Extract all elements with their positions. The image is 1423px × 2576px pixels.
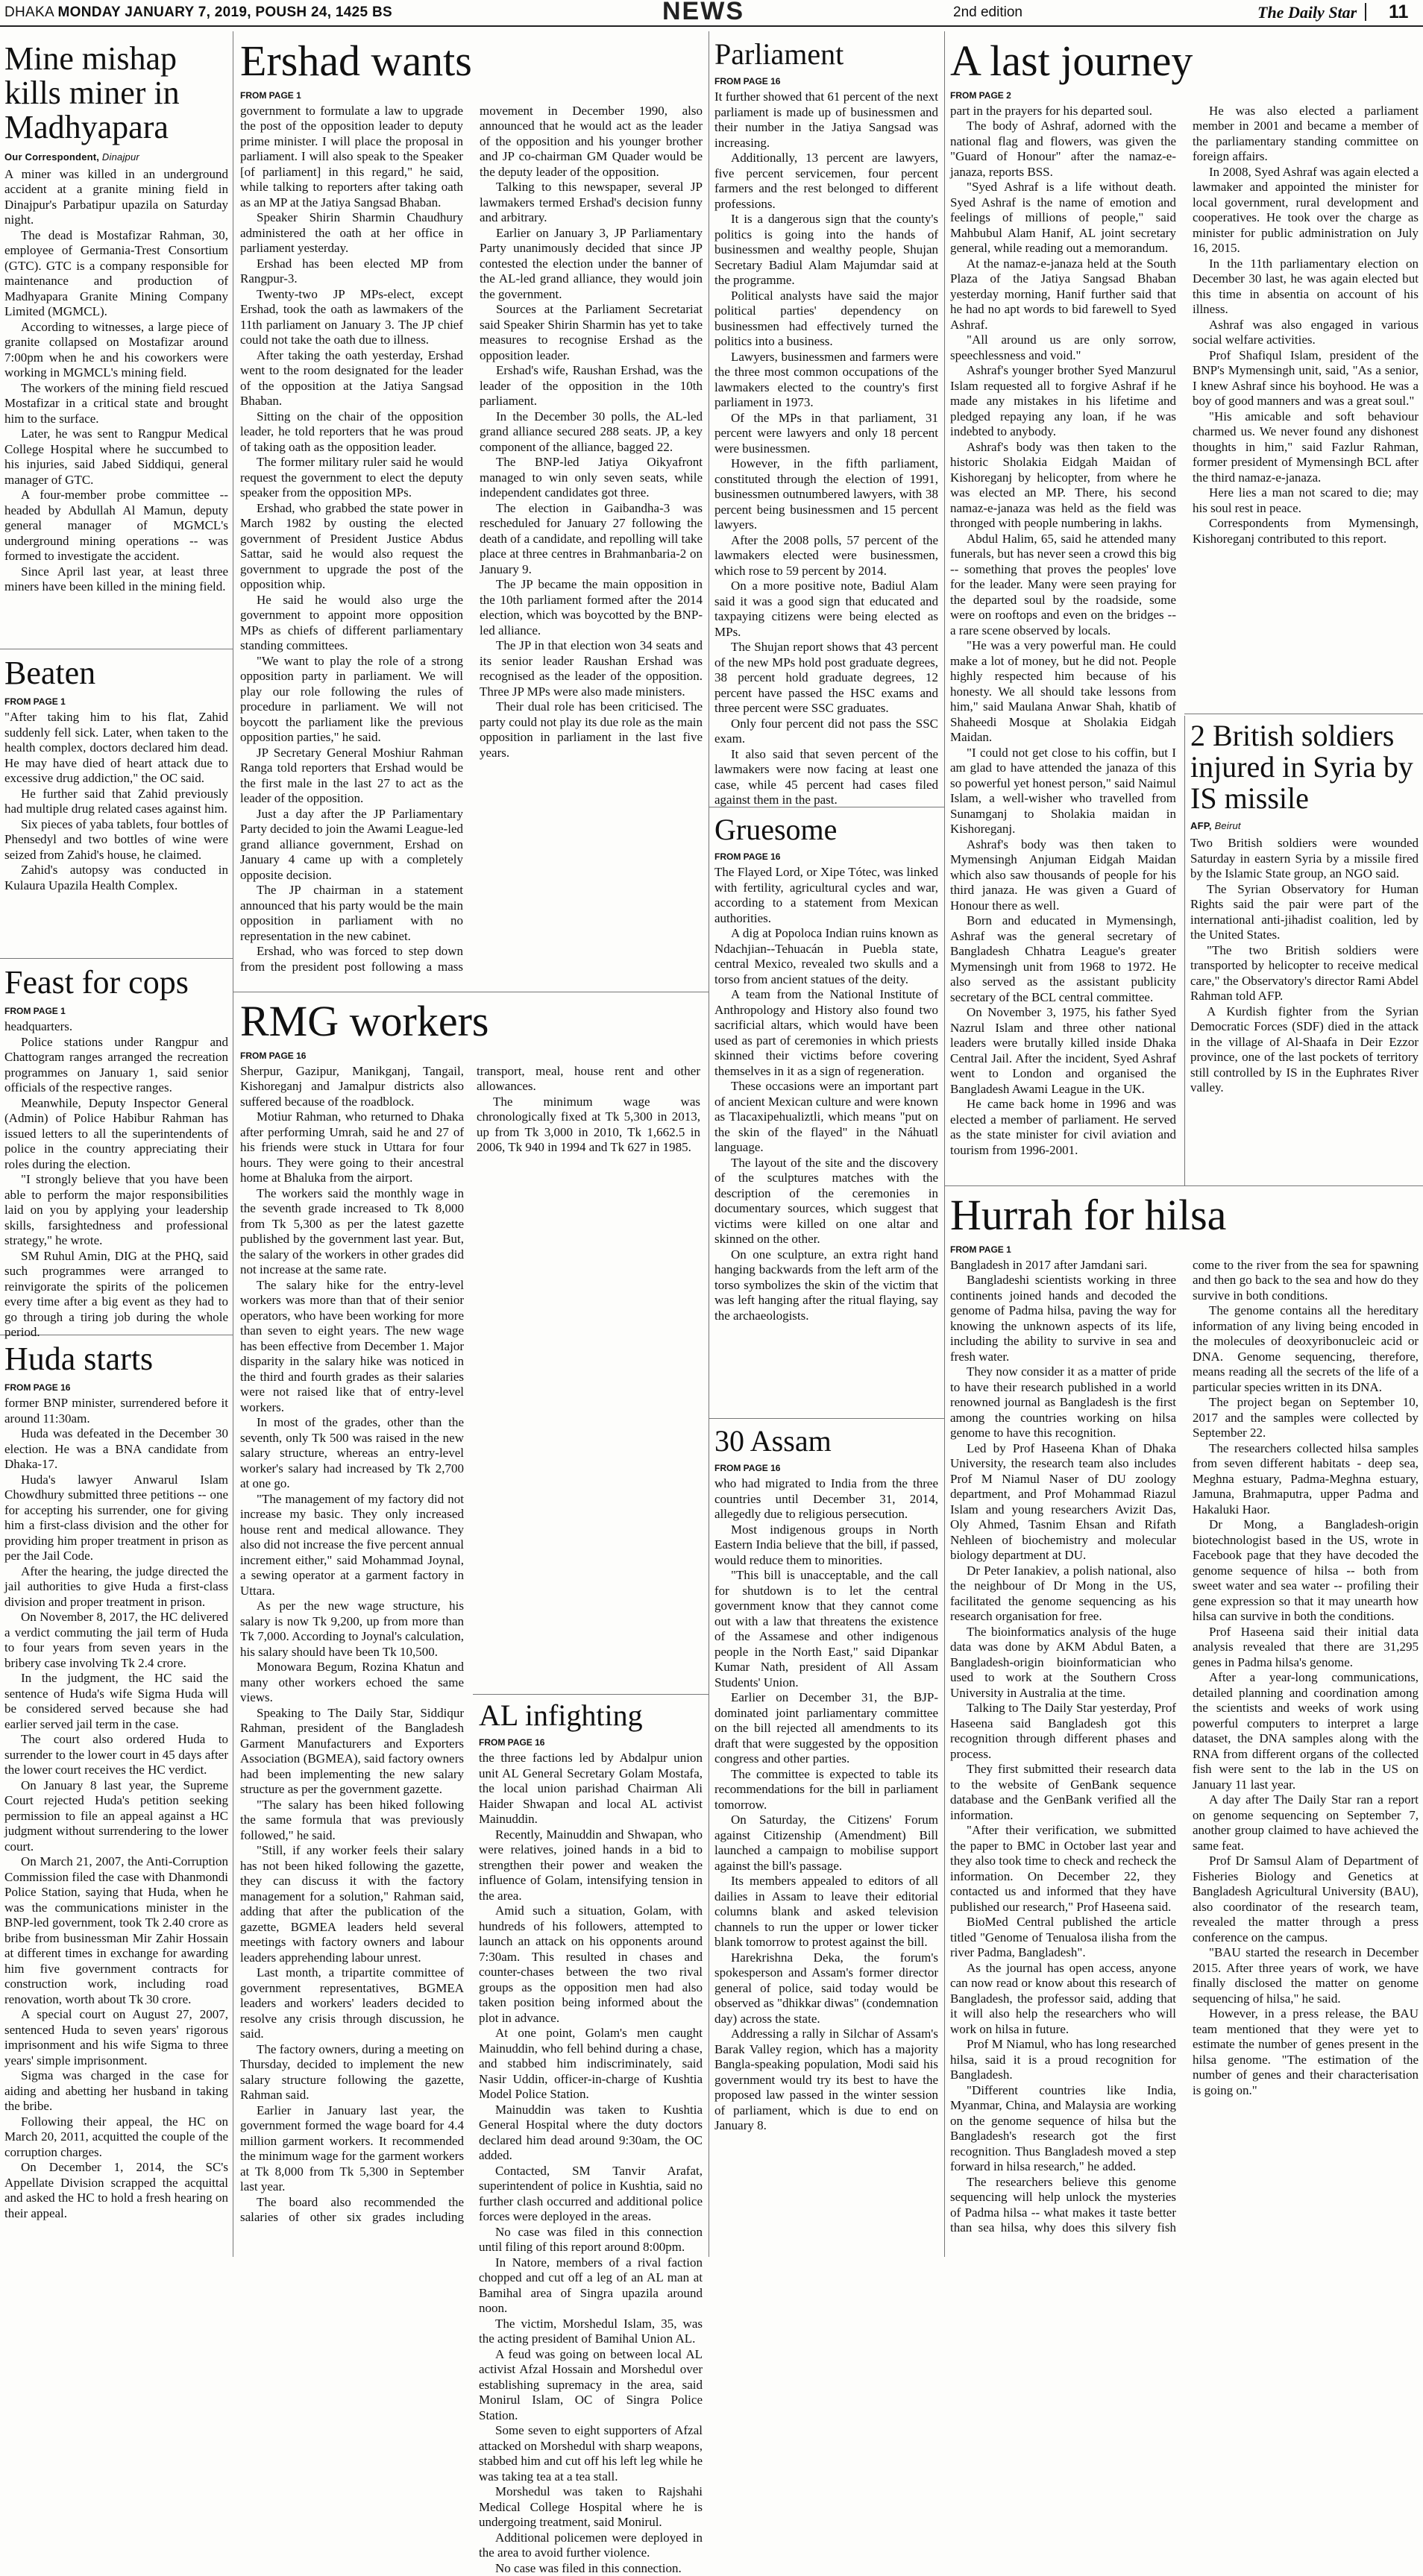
story-paragraph: "All around us are only sorrow, speechlessness and void." bbox=[950, 333, 1176, 363]
story-paragraph: The researchers collected hilsa samples from seven different habitats - deep sea, Meghna estuary, Padma-Meghna estuary, Jamuna, Brahmaputra, upper Padma and Hakaluki Haor. bbox=[1193, 1441, 1419, 1518]
story-paragraph: The BNP-led Jatiya Oikyafront managed to win only seven seats, while independent candidates got three. bbox=[480, 455, 703, 501]
story-beaten bbox=[4, 656, 228, 953]
story-body bbox=[240, 1064, 464, 2249]
story-paragraph: The dead is Mostafizar Rahman, 30, employee of Germania-Trest Consortium (GTC). GTC is a company responsible for maintenance and production of Madhyapara Granite Mining Company Limited (MGMCL). bbox=[4, 228, 228, 320]
story-paragraph: "He was a very powerful man. He could make a lot of money, but he did not. People highly respected him because of his honesty. We all should take lessons from him," said Maulana Anwar Shah, khatib of Shaheedi Mosque at Sholakia Eidgah Maidan. bbox=[950, 638, 1176, 746]
story-paragraph: Two British soldiers were wounded Saturday in eastern Syria by a missile fired by the Islamic State group, an NGO said. bbox=[1190, 836, 1419, 882]
story-paragraph: JP Secretary General Moshiur Rahman Ranga told reporters that Ershad would be the first male in the last 27 to act as the leader of the opposition. bbox=[240, 746, 463, 807]
jump-line: FROM PAGE 2 bbox=[950, 90, 1419, 101]
story-paragraph: In the 11th parliamentary election on December 30 last, he was again elected but this time in absentia on account of his illness. bbox=[1193, 256, 1419, 318]
story-ershad-wants bbox=[240, 39, 703, 986]
story-paragraph: At one point, Golam's men caught Mainuddin, who fell behind during a chase, and stabbed him indiscriminately, said Nasir Uddin, officer-in-charge of Kushtia Model Police Station. bbox=[479, 2026, 703, 2103]
story-paragraph: A Kurdish fighter from the Syrian Democratic Forces (SDF) died in the attack in the village of Al-Shaafa in Deir Ezzor province, one of the last pockets of territory still controlled by IS in the Euphrates River valley. bbox=[1190, 1004, 1419, 1096]
story-paragraph: The board also recommended the salaries of other six grades including transport, meal, house rent and other allowances. bbox=[240, 1064, 700, 2249]
story-paragraph: Lawyers, businessmen and farmers were the three most common occupations of the lawmakers elected to the country's first parliament in 1973. bbox=[714, 350, 938, 411]
story-paragraph: Bangladeshi scientists working in three continents joined hands and decoded the genome of Padma hilsa, paving the way for knowing the unknown aspects of its life, including the ability to survive in sea and fresh water. bbox=[950, 1273, 1176, 1364]
story-paragraph: On November 8, 2017, the HC delivered a verdict commuting the jail term of Huda to four years from seven years in the bribery case involving Tk 2.4 crore. bbox=[4, 1610, 228, 1671]
story-paragraph: After the hearing, the judge directed the jail authorities to give Huda a first-class division and proper treatment in prison. bbox=[4, 1564, 228, 1610]
story-paragraph: Since April last year, at least three miners have been killed in the mining field. bbox=[4, 564, 228, 595]
story-paragraph: Sherpur, Gazipur, Manikganj, Tangail, Kishoreganj and Jamalpur districts also suffered because of the roadblock. bbox=[240, 1064, 464, 1110]
story-paragraph: Ershad has been elected MP from Rangpur-3. bbox=[240, 256, 463, 287]
story-british-soldiers bbox=[1190, 720, 1419, 1181]
story-paragraph: The election in Gaibandha-3 was rescheduled for January 27 following the death of a candidate, and repolling will take place at three centres in Brahmanbaria-2 on January 9. bbox=[480, 501, 703, 578]
story-paragraph: Harekrishna Deka, the forum's spokesperson and Assam's former director general of police, said today would be observed as "dhikkar diwas" (condemnation day) across the state. bbox=[714, 1950, 938, 2027]
story-paragraph: He was also elected a parliament member in 2001 and became a member of the parliamentary standing committee on foreign affairs. bbox=[1193, 104, 1419, 165]
story-feast-for-cops bbox=[4, 966, 228, 1329]
story-paragraph: Ashraf was also engaged in various social welfare activities. bbox=[1193, 318, 1419, 348]
story-paragraph: At the namaz-e-janaza held at the South Plaza of the Jatiya Sangsad Bhaban yesterday morning, Hanif further said that he had no apt words to bid farewell to Syed Ashraf. bbox=[950, 256, 1176, 333]
dateline-date: MONDAY JANUARY 7, 2019, POUSH 24, 1425 BS bbox=[58, 4, 392, 20]
story-paragraph: The project began on September 10, 2017 and the samples were collected by September 22. bbox=[1193, 1395, 1419, 1441]
story-paragraph: Addressing a rally in Silchar of Assam's Barak Valley region, which has a majority Bangla-speaking population, Modi said his government would try its best to have the proposed law passed in the winter session of parliament, which is due to end on January 8. bbox=[714, 2027, 938, 2134]
story-paragraph: former BNP minister, surrendered before it around 11:30am. bbox=[4, 1396, 228, 1426]
story-paragraph: Huda was defeated in the December 30 election. He was a BNA candidate from Dhaka-17. bbox=[4, 1426, 228, 1473]
story-paragraph: After the 2008 polls, 57 percent of the lawmakers elected were businessmen, which rose to 59 percent by 2014. bbox=[714, 533, 938, 579]
story-paragraph: Political analysts have said the major political parties' dependency on businessmen had effectively turned the politics into a business. bbox=[714, 289, 938, 350]
story-30-assam bbox=[714, 1426, 938, 2253]
story-headline: 30 Assam bbox=[714, 1426, 938, 1457]
byline-author: Our Correspondent, bbox=[4, 151, 99, 163]
story-paragraph: The workers said the monthly wage in the seventh grade increased to Tk 8,000 from Tk 5,300 as per the latest gazette published by the government last year. But, the salary of the workers in other grades did not increase at the same rate. bbox=[240, 1186, 464, 1278]
story-paragraph: The JP in that election won 34 seats and its senior leader Raushan Ershad was recognised as the leader of the opposition. Three JP MPs were also made ministers. bbox=[480, 638, 703, 699]
story-paragraph: Born and educated in Mymensingh, Ashraf was the general secretary of Bangladesh Chhatra League's greater Mymensingh unit from 1968 to 1972. He also served as the assistant publicity secretary of the BCL central committee. bbox=[950, 913, 1176, 1005]
story-paragraph: SM Ruhul Amin, DIG at the PHQ, said such programmes were arranged to reinvigorate the spirits of the policemen every time after a big event as they had to go through a tiring job during the whole period. bbox=[4, 1249, 228, 1341]
story-paragraph: Morshedul was taken to Rajshahi Medical College Hospital where he is undergoing treatment, said Monirul. bbox=[479, 2484, 703, 2531]
story-paragraph: As per the new wage structure, his salary is now Tk 9,200, up from more than Tk 7,000. According to Joynal's calculation, his salary should have been Tk 10,500. bbox=[240, 1599, 464, 1660]
story-paragraph: He came back home in 1996 and was elected a member of parliament. He served as the state minister for civil aviation and tourism from 1996-2001. bbox=[950, 1097, 1176, 1158]
story-divider bbox=[0, 958, 233, 959]
story-paragraph: Twenty-two JP MPs-elect, except Ershad, took the oath as lawmakers of the 11th parliament on January 3. The JP chief could not take the oath due to illness. bbox=[240, 287, 463, 348]
story-paragraph: "I could not get close to his coffin, but I am glad to have attended the janaza of this so powerful yet honest person," said Naimul Islam, a well-wisher who travelled from Sunamganj to Sholakia maidan in Kishoreganj. bbox=[950, 746, 1176, 837]
story-paragraph: "Syed Ashraf is a life without death. Syed Ashraf is the name of emotion and feelings of millions of people," said Mahbubul Alam Hanif, AL joint secretary general, while reading out a memorandum. bbox=[950, 180, 1176, 256]
story-paragraph: No case was filed in this connection. bbox=[479, 2561, 703, 2576]
story-paragraph: "Still, if any worker feels their salary has not been hiked following the gazette, they can discuss it with the factory management for a solution," Rahman said, adding that after the publication of the gazette, BGMEA leaders held several meetings with factory owners and labour leaders apprehending labour unrest. bbox=[240, 1843, 464, 1965]
story-paragraph: The former military ruler said he would request the government to elect the deputy speaker from the opposition MPs. bbox=[240, 455, 463, 501]
story-paragraph: Huda's lawyer Anwarul Islam Chowdhury submitted three petitions -- one for accepting his surrender, one for giving him a first-class division and the other for providing him proper treatment in prison as per the Jail Code. bbox=[4, 1473, 228, 1564]
story-paragraph: "His amicable and soft behaviour charmed us. We never found any dishonest thoughts in him," said Fazlur Rahman, former president of Mymensingh BCL after the third namaz-e-janaza. bbox=[1193, 409, 1419, 486]
story-paragraph: Speaker Shirin Sharmin Chaudhury administered the oath at her office in parliament yesterday. bbox=[240, 210, 463, 256]
story-paragraph: The Syrian Observatory for Human Rights said the pair were part of the international anti-jihadist coalition, led by the United States. bbox=[1190, 882, 1419, 943]
story-paragraph: Ashraf's body was then taken to the historic Sholakia Eidgah Maidan of Kishoreganj by helicopter, from where he was elected an MP. There, his second namaz-e-janaza was held as the field was thronged with people numbering in lakhs. bbox=[950, 440, 1176, 532]
story-paragraph: No case was filed in this connection until filing of this report around 8:00pm. bbox=[479, 2225, 703, 2255]
story-paragraph: Just a day after the JP Parliamentary Party decided to join the Awami League-led grand alliance government, Ershad on January 4 came up with a completely opposite decision. bbox=[240, 807, 463, 884]
story-paragraph: The victim, Morshedul Islam, 35, was the acting president of Bamihal Union AL. bbox=[479, 2317, 703, 2347]
story-headline: A last journey bbox=[950, 39, 1419, 84]
story-paragraph: The layout of the site and the discovery of the sculptures matches with the description of the ceremonies in documentary sources, which suggest that victims were killed on one altar and skinned on the other. bbox=[714, 1156, 938, 1247]
story-body bbox=[714, 89, 938, 808]
story-body bbox=[714, 1476, 938, 2134]
masthead-logo: The Daily Star bbox=[1257, 3, 1357, 22]
jump-line: FROM PAGE 1 bbox=[4, 1006, 228, 1016]
story-paragraph: "Different countries like India, Myanmar, China, and Malaysia are working on the genome sequence of hilsa but the Bangladesh's research got the first recognition. Thus Bangladesh moved a step forward in hilsa research," he added. bbox=[950, 2083, 1176, 2175]
story-headline: AL infighting bbox=[479, 1700, 703, 1731]
story-headline: Huda starts bbox=[4, 1342, 228, 1376]
story-divider bbox=[944, 1185, 1423, 1186]
story-paragraph: They now consider it as a matter of pride to have their research published in a world renowned journal as Bangladesh is the first among the countries working on hilsa genome to have this recognition. bbox=[950, 1364, 1176, 1441]
story-paragraph: On November 3, 1975, his father Syed Nazrul Islam and three other national leaders were brutally killed inside Dhaka Central Jail. After the incident, Syed Ashraf went to London and organised the Bangladesh Awami League in the UK. bbox=[950, 1005, 1176, 1097]
story-paragraph: The JP became the main opposition in the 10th parliament formed after the 2014 election, which was boycotted by the BNP-led alliance. bbox=[480, 577, 703, 638]
story-paragraph: On December 1, 2014, the SC's Appellate Division scrapped the acquittal and asked the HC to hold a fresh hearing on their appeal. bbox=[4, 2160, 228, 2221]
section-title: NEWS bbox=[662, 0, 744, 26]
story-paragraph: the three factions led by Abdalpur union unit AL General Secretary Golam Mostafa, the local union parishad Chairman Ali Haider Shwapan and local AL activist Mainuddin. bbox=[479, 1751, 703, 1827]
story-paragraph: A dig at Popoloca Indian ruins known as Ndachjian--Tehuacán in Puebla state, central Mexico, revealed two skulls and a torso from ancient statues of the deity. bbox=[714, 926, 938, 987]
story-paragraph: Six pieces of yaba tablets, four bottles of Phensedyl and two bottles of wine were seized from Zahid's house, he claimed. bbox=[4, 817, 228, 863]
story-paragraph: "After their verification, we submitted the paper to BMC in October last year and they also took time to check and recheck the information. On December 22, they contacted us and informed that they have published our research," Prof Haseena said. bbox=[950, 1823, 1176, 1915]
jump-line: FROM PAGE 16 bbox=[714, 76, 938, 86]
story-paragraph: Of the MPs in that parliament, 31 percent were lawyers and only 18 percent were businessmen. bbox=[714, 411, 938, 457]
byline-author: AFP, bbox=[1190, 820, 1212, 831]
edition-label: 2nd edition bbox=[953, 4, 1023, 21]
story-paragraph: After taking the oath yesterday, Ershad went to the room designated for the leader of the opposition at the Jatiya Sangsad Bhaban. bbox=[240, 348, 463, 409]
story-paragraph: Last month, a tripartite committee of government representatives, BGMEA leaders and workers' leaders decided to resolve any crisis through discussion, he said. bbox=[240, 1965, 464, 2042]
story-headline: Gruesome bbox=[714, 814, 938, 845]
story-paragraph: The workers of the mining field rescued Mostafizar in a critical state and brought him to the surface. bbox=[4, 381, 228, 427]
story-paragraph: In the judgment, the HC said the sentence of Huda's wife Sigma Huda will be considered served because she had earlier served jail term in the case. bbox=[4, 1671, 228, 1732]
story-paragraph: On March 21, 2007, the Anti-Corruption Commission filed the case with Dhanmondi Police Station, saying that Huda, when he was the communications minister in the BNP-led government, took Tk 2.40 crore as bribe from businessman Mir Zahir Hossain at different times in exchange for awarding him five government contracts for construction work, including road renovation, worth about Tk 30 crore. bbox=[4, 1854, 228, 2007]
story-paragraph: The Shujan report shows that 43 percent of the new MPs hold post graduate degrees, 38 percent hold graduate degrees, 12 percent have passed the HSC exams and three percent were SSC graduates. bbox=[714, 640, 938, 717]
story-paragraph: "I strongly believe that you have been able to perform the major responsibilities laid on you by applying your leadership skills, farsightedness and professional strategy," he wrote. bbox=[4, 1172, 228, 1249]
story-gruesome bbox=[714, 814, 938, 1414]
story-paragraph: It also said that seven percent of the lawmakers were now facing at least one case, while 45 percent had cases filed against them in the past. bbox=[714, 747, 938, 808]
story-paragraph: headquarters. bbox=[4, 1019, 228, 1035]
story-byline bbox=[1190, 820, 1419, 831]
story-paragraph: "After taking him to his flat, Zahid suddenly fell sick. Later, when taken to the health complex, doctors declared him dead. He may have died of heart attack due to excessive drug addiction," the OC said. bbox=[4, 710, 228, 787]
story-paragraph: Only four percent did not pass the SSC exam. bbox=[714, 717, 938, 747]
story-paragraph: government to formulate a law to upgrade the post of the opposition leader to deputy prime minister. I will place the proposal in parliament. I will also speak to the Speaker [of parliament] in this regard," he said, while talking to reporters after taking oath as an MP at the Jatiya Sangsad Bhaban. bbox=[240, 104, 463, 211]
story-paragraph: Recently, Mainuddin and Shwapan, who were relatives, joined hands in a bid to strengthen their power and weaken the influence of Golam, intensifying tension in the area. bbox=[479, 1827, 703, 1904]
story-body bbox=[240, 104, 703, 982]
story-paragraph: Motiur Rahman, who returned to Dhaka after performing Umrah, said he and 27 of his friends were stuck in Uttara for four hours. They were going to their ancestral home at Bhaluka from the airport. bbox=[240, 1109, 464, 1186]
jump-line: FROM PAGE 1 bbox=[950, 1244, 1419, 1255]
story-huda-starts bbox=[4, 1342, 228, 2253]
header-divider bbox=[1365, 3, 1366, 21]
story-paragraph: In the December 30 polls, the AL-led grand alliance secured 288 seats. JP, a key component of the alliance, bagged 22. bbox=[480, 409, 703, 456]
story-paragraph: Police stations under Rangpur and Chattogram ranges arranged the recreation programmes on January 1, said senior officials of the respective ranges. bbox=[4, 1035, 228, 1096]
jump-line: FROM PAGE 16 bbox=[479, 1737, 703, 1748]
story-parliament bbox=[714, 39, 938, 802]
story-paragraph: They first submitted their research data to the website of GenBank sequence database and the GenBank verified all the information. bbox=[950, 1762, 1176, 1823]
story-paragraph: Later, he was sent to Rangpur Medical College Hospital where he succumbed to his injuries, said Jabed Siddiqui, general manager of GTC. bbox=[4, 426, 228, 488]
story-body bbox=[714, 865, 938, 1323]
story-paragraph: Ershad, who grabbed the state power in March 1982 by ousting the elected government of President Justice Abdus Sattar, said he would also request the government to upgrade the post of the opposition whip. bbox=[240, 501, 463, 593]
story-mine-mishap bbox=[4, 42, 228, 644]
story-paragraph: Following their appeal, the HC on March 20, 2011, acquitted the couple of the corruption charges. bbox=[4, 2114, 228, 2161]
story-paragraph: Ershad, who was forced to step down from the president post following a mass movement in December 1990, also announced that he would act as the leader of the opposition and his younger brother and JP co-chairman GM Quader would be the deputy leader of the opposition. bbox=[240, 104, 703, 982]
story-paragraph: A four-member probe committee -- headed by Abdullah Al Mamun, deputy general manager of MGMCL's underground mining operations -- was formed to investigate the accident. bbox=[4, 488, 228, 564]
story-paragraph: A miner was killed in an underground accident at a granite mining field in Dinajpur's Parbatipur upazila on Saturday night. bbox=[4, 167, 228, 228]
story-headline: Mine mishap kills miner in Madhyapara bbox=[4, 42, 228, 145]
story-al-infighting bbox=[479, 1700, 703, 2253]
story-paragraph: "We want to play the role of a strong opposition party in parliament. We will play our role following the rules of procedure in parliament. We will not boycott the parliament like the previous opposition parties," he said. bbox=[240, 654, 463, 746]
jump-line: FROM PAGE 16 bbox=[4, 1382, 228, 1393]
story-paragraph: The Flayed Lord, or Xipe Tótec, was linked with fertility, agricultural cycles and war, according to a statement from Mexican authorities. bbox=[714, 865, 938, 926]
story-paragraph: Earlier on December 31, the BJP-dominated joint parliamentary committee on the bill rejected all amendments to its draft that were suggested by the opposition congress and other parties. bbox=[714, 1690, 938, 1767]
story-headline: Ershad wants bbox=[240, 39, 703, 84]
story-paragraph: It further showed that 61 percent of the next parliament is made up of businessmen and their number in the Jatiya Sangsad was increasing. bbox=[714, 89, 938, 151]
story-paragraph: Talking to this newspaper, several JP lawmakers termed Ershad's decision funny and arbitrary. bbox=[480, 180, 703, 226]
story-paragraph: Dr Mong, a Bangladesh-origin biotechnologist based in the US, wrote in Facebook page that they have decoded the genome sequence of hilsa -- both from sweet water and sea water -- profiling their gene expression so that it may unearth how hilsa can survive in both the conditions. bbox=[1193, 1517, 1419, 1625]
jump-line: FROM PAGE 1 bbox=[240, 90, 703, 101]
story-paragraph: Sources at the Parliament Secretariat said Speaker Shirin Sharmin has yet to take measures to recognise Ershad as the opposition leader. bbox=[480, 302, 703, 363]
story-paragraph: Earlier on January 3, JP Parliamentary Party unanimously decided that since JP contested the election under the banner of the AL-led grand alliance, they would join the government. bbox=[480, 226, 703, 303]
story-headline: Hurrah for hilsa bbox=[950, 1193, 1419, 1238]
story-paragraph: part in the prayers for his departed soul. bbox=[950, 104, 1176, 119]
jump-line: FROM PAGE 16 bbox=[240, 1051, 703, 1061]
story-paragraph: A special court on August 27, 2007, sentenced Huda to seven years' rigorous imprisonment and his wife Sigma to three years' simple imprisonment. bbox=[4, 2007, 228, 2068]
story-paragraph: Amid such a situation, Golam, with hundreds of his followers, attempted to launch an attack on his opponents around 7:30am. This resulted in chases and counter-chases between the two rival groups as the opposition men had also taken position being informed about the plot in advance. bbox=[479, 1903, 703, 2026]
story-paragraph: The factory owners, during a meeting on Thursday, decided to implement the new salary structure following the gazette, Rahman said. bbox=[240, 2042, 464, 2103]
story-paragraph: Sitting on the chair of the opposition leader, he told reporters that he was proud of taking oath as the opposition leader. bbox=[240, 409, 463, 456]
story-paragraph: Some seven to eight supporters of Afzal attacked on Morshedul with sharp weapons, stabbed him and cut off his left leg while he was taking tea at a tea stall. bbox=[479, 2423, 703, 2484]
story-paragraph: Prof Shafiqul Islam, president of the BNP's Mymensingh unit, said, "As a senior, I knew Ashraf since his boyhood. He was a boy of good manners and was a great soul." bbox=[1193, 348, 1419, 409]
story-body bbox=[950, 1258, 1419, 2249]
story-paragraph: The researchers believe this genome sequencing will help unlock the mysteries of Padma hilsa -- what makes it taste better than sea hilsa, why does this silvery fish come to the river from the sea for spawning and then go back to the sea and how do they survive in both conditions. bbox=[950, 1258, 1419, 2249]
story-paragraph: Here lies a man not scared to die; may his soul rest in peace. bbox=[1193, 485, 1419, 516]
story-paragraph: Prof Dr Samsul Alam of Department of Fisheries Biology and Genetics at Bangladesh Agricultural University (BAU), also coordinator of the research team, revealed the matter through a press conference on the campus. bbox=[1193, 1854, 1419, 1945]
story-paragraph: The committee is expected to table its recommendations for the bill in parliament tomorrow. bbox=[714, 1767, 938, 1813]
story-hurrah-for-hilsa bbox=[950, 1193, 1419, 2253]
story-paragraph: In most of the grades, other than the seventh, only Tk 500 was raised in the new salary structure, whereas an entry-level worker's salary had increased by Tk 2,700 at one go. bbox=[240, 1415, 464, 1492]
story-headline: Parliament bbox=[714, 39, 938, 70]
story-paragraph: The court also ordered Huda to surrender to the lower court in 45 days after the lower court receives the HC verdict. bbox=[4, 1732, 228, 1778]
story-paragraph: Bangladesh in 2017 after Jamdani sari. bbox=[950, 1258, 1176, 1273]
story-paragraph: A day after The Daily Star ran a report on genome sequencing on September 7, another group claimed to have achieved the same feat. bbox=[1193, 1792, 1419, 1854]
story-paragraph: BioMed Central published the article titled "Genome of Tenualosa ilisha from the river Padma, Bangladesh". bbox=[950, 1915, 1176, 1961]
story-paragraph: The bioinformatics analysis of the huge data was done by AKM Abdul Baten, a Bangladesh-origin bioinformatician who used to work at the Southern Cross University in Australia at the time. bbox=[950, 1625, 1176, 1701]
byline-place: Beirut bbox=[1215, 820, 1241, 831]
story-paragraph: Their dual role has been criticised. The party could not play its due role as the main opposition in parliament in the last five years. bbox=[480, 699, 703, 760]
story-paragraph: Speaking to The Daily Star, Siddiqur Rahman, president of the Bangladesh Garment Manufacturers and Exporters Association (BGMEA), said factory owners had been implementing the new salary structure as per the government gazette. bbox=[240, 1706, 464, 1798]
dateline-city: DHAKA bbox=[4, 4, 54, 20]
story-paragraph: Abdul Halim, 65, said he attended many funerals, but has never seen a crowd this big -- something that proves the peoples' love for the leader. Many were seen praying for the departed soul by the roadside, some were on rooftops and even on the bridges -- a rare scene observed by locals. bbox=[950, 532, 1176, 639]
story-paragraph: Talking to The Daily Star yesterday, Prof Haseena said Bangladesh got this recognition through different phases and process. bbox=[950, 1701, 1176, 1762]
story-paragraph: Led by Prof Haseena Khan of Dhaka University, the research team also includes Prof M Niamul Naser of DU zoology department, and Prof Mohammad Riazul Islam and young researchers Avizit Das, Oly Ahmed, Tasnim Ehsan and Rifath Nehleen of biochemistry and molecular biology department at DU. bbox=[950, 1441, 1176, 1563]
story-paragraph: "The two British soldiers were transported by helicopter to receive medical care," the Observatory's director Rami Abdel Rahman told AFP. bbox=[1190, 943, 1419, 1004]
story-paragraph: Meanwhile, Deputy Inspector General (Admin) of Police Habibur Rahman has issued letters to all the superintendents of police in the country appreciating their roles during the election. bbox=[4, 1096, 228, 1173]
story-paragraph: "The management of my factory did not increase my basic. They only increased house rent and medical allowance. They also did not increase the five percent annual increment either," said Mohammad Joynal, a sewing operator at a garment factory in Uttara. bbox=[240, 1492, 464, 1599]
story-paragraph: Additionally, 13 percent are lawyers, five percent servicemen, four percent farmers and the rest belonged to different professions. bbox=[714, 151, 938, 212]
story-paragraph: Additional policemen were deployed in the area to avoid further violence. bbox=[479, 2531, 703, 2561]
story-paragraph: Ashraf's younger brother Syed Manzurul Islam requested all to forgive Ashraf if he made any mistakes in his lifetime and pledged repaying any loan, if he was indebted to anybody. bbox=[950, 363, 1176, 440]
story-paragraph: On a more positive note, Badiul Alam said it was a good sign that educated and taxpaying citizens were being elected as MPs. bbox=[714, 579, 938, 640]
story-paragraph: In 2008, Syed Ashraf was again elected a lawmaker and appointed the minister for local government, rural development and cooperatives. He took over the charge as minister for public administration on July 16, 2015. bbox=[1193, 165, 1419, 256]
story-paragraph: Ershad's wife, Raushan Ershad, was the leader of the opposition in the 10th parliament. bbox=[480, 363, 703, 409]
story-paragraph: The salary hike for the entry-level workers was more than that of their senior operators, who have been working for more than seven to eight years. The new wage has been effective from December 1. Major disparity in the salary hike was noticed in the third and fourth grades as their salaries were not raised like that of entry-level workers. bbox=[240, 1278, 464, 1416]
story-paragraph: On January 8 last year, the Supreme Court rejected Huda's petition seeking permission to file an appeal against a HC judgment without surrendering to the lower court. bbox=[4, 1778, 228, 1855]
story-paragraph: The genome contains all the hereditary information of any living being encoded in the molecules of deoxyribonucleic acid or DNA. Genome sequencing, therefore, means reading all the secrets of the life of a particular species written in its DNA. bbox=[1193, 1303, 1419, 1395]
story-paragraph: Mainuddin was taken to Kushtia General Hospital where the duty doctors declared him dead around 9:30am, the OC added. bbox=[479, 2103, 703, 2164]
story-byline bbox=[4, 151, 228, 163]
story-paragraph: These occasions were an important part of ancient Mexican culture and were known as Tlacaxipehualiztli, which means "put on the skin of the flayed" in the Náhuatl language. bbox=[714, 1079, 938, 1156]
story-paragraph: Most indigenous groups in North Eastern India believe that the bill, if passed, would reduce them to minorities. bbox=[714, 1522, 938, 1569]
story-paragraph: On one sculpture, an extra right hand hanging backwards from the left arm of the torso symbolizes the skin of the victim that was left hanging after the ritual flaying, say the archaeologists. bbox=[714, 1247, 938, 1324]
byline-place: Dinajpur bbox=[102, 151, 139, 163]
story-paragraph: Dr Peter Ianakiev, a polish national, also the neighbour of Dr Mong in the US, facilitated the genome sequencing as his research organisation for free. bbox=[950, 1563, 1176, 1625]
story-paragraph: After a year-long communications, detailed planning and coordination among the scientists and weeks of work using powerful computers to interpret a large dataset, the DNA samples along with the RNA from different organs of the collected fish were sent to the lab in the US on January 11 last year. bbox=[1193, 1670, 1419, 1792]
story-paragraph: Earlier in January last year, the government formed the wage board for 4.4 million garment workers. It recommended the minimum wage for the garment workers at Tk 8,000 from Tk 5,300 in September last year. bbox=[240, 2103, 464, 2195]
story-paragraph: Prof M Niamul, who has long researched hilsa, said it is a proud recognition for Bangladesh. bbox=[950, 2037, 1176, 2083]
story-paragraph: A feud was going on between local AL activist Afzal Hossain and Morshedul over establishing supremacy in the area, said Monirul Islam, OC of Singra Police Station. bbox=[479, 2347, 703, 2424]
story-paragraph: He said he would also urge the government to appoint more opposition MPs as chiefs of different parliamentary standing committees. bbox=[240, 593, 463, 654]
story-body bbox=[4, 1019, 228, 1341]
story-headline: 2 British soldiers injured in Syria by IS missile bbox=[1190, 720, 1419, 814]
dateline bbox=[4, 4, 392, 21]
story-paragraph: However, in the fifth parliament, constituted through the election of 1991, businessmen outnumbered lawyers, with 38 percent being businessmen and 15 percent lawyers. bbox=[714, 456, 938, 533]
story-body bbox=[4, 1396, 228, 2221]
page-number: 11 bbox=[1389, 1, 1408, 23]
story-paragraph: Its members appealed to editors of all dailies in Assam to leave their editorial columns blank and asked television channels to run the upper or lower ticker blank tomorrow to protest against the bill. bbox=[714, 1874, 938, 1950]
story-paragraph: It is a dangerous sign that the county's politics is going into the hands of businessmen and wealthy people, Shujan Secretary Badiul Alam Majumdar said at the programme. bbox=[714, 212, 938, 289]
story-paragraph: Zahid's autopsy was conducted in Kulaura Upazila Health Complex. bbox=[4, 863, 228, 893]
story-paragraph: The body of Ashraf, adorned with the national flag and flowers, was given the "Guard of Honour" after the namaz-e-janaza, reports BSS. bbox=[950, 119, 1176, 180]
story-headline: Feast for cops bbox=[4, 966, 228, 1000]
story-paragraph: "The salary has been hiked following the same formula that was previously followed," he said. bbox=[240, 1798, 464, 1844]
story-paragraph: Correspondents from Mymensingh, Kishoreganj contributed to this report. bbox=[1193, 516, 1419, 547]
story-paragraph: Ashraf's body was then taken to Mymensingh Anjuman Eidgah Maidan which also saw thousands of people for his third janaza. He was given a Guard of Honour there as well. bbox=[950, 837, 1176, 914]
story-paragraph: Sigma was charged in the case for aiding and abetting her husband in taking the bribe. bbox=[4, 2068, 228, 2114]
page-header bbox=[0, 0, 1423, 27]
story-body bbox=[1190, 836, 1419, 1096]
story-paragraph: However, in a press release, the BAU team mentioned that they were yet to estimate the number of genes present in the hilsa genome. "The estimation of the number of genes and their characterisation is going on." bbox=[1193, 2006, 1419, 2098]
story-paragraph: Prof Haseena said their initial data analysis revealed that there are 31,295 genes in Padma hilsa's genome. bbox=[1193, 1625, 1419, 1671]
story-headline: RMG workers bbox=[240, 999, 703, 1045]
story-paragraph: As the journal has open access, anyone can now read or know about this research of Bangladesh, the professor said, adding that it will also help the researchers who will work on hilsa in future. bbox=[950, 1961, 1176, 2038]
column-rule bbox=[944, 31, 945, 2257]
story-body bbox=[4, 167, 228, 595]
story-paragraph: According to witnesses, a large piece of granite collapsed on Mostafizar around 7:00pm when he and his coworkers were working in MGMCL's mining field. bbox=[4, 320, 228, 381]
story-headline: Beaten bbox=[4, 656, 228, 690]
story-divider bbox=[709, 1418, 944, 1419]
jump-line: FROM PAGE 16 bbox=[714, 851, 938, 862]
story-paragraph: "This bill is unacceptable, and the call for shutdown is to let the central government know that they cannot come out with a law that threatens the existence of the Assamese and other indigenous people in the North East," said Dipankar Kumar Nath, president of All Assam Students' Union. bbox=[714, 1568, 938, 1690]
story-paragraph: who had migrated to India from the three countries until December 31, 2014, allegedly due to religious persecution. bbox=[714, 1476, 938, 1522]
story-paragraph: He further said that Zahid previously had multiple drug related cases against him. bbox=[4, 787, 228, 817]
story-paragraph: Monowara Begum, Rozina Khatun and many other workers echoed the same views. bbox=[240, 1660, 464, 1706]
story-body bbox=[479, 1751, 703, 2576]
story-paragraph: On Saturday, the Citizens' Forum against Citizenship (Amendment) Bill launched a campaign to mobilise support against the bill's passage. bbox=[714, 1813, 938, 1874]
story-body bbox=[4, 710, 228, 893]
story-paragraph: Contacted, SM Tanvir Arafat, superintendent of police in Kushtia, said no further clash occurred and additional police forces were deployed in the areas. bbox=[479, 2164, 703, 2225]
jump-line: FROM PAGE 1 bbox=[4, 696, 228, 707]
story-paragraph: "BAU started the research in December 2015. After three years of work, we have finally disclosed the matter on genome sequencing of hilsa," he said. bbox=[1193, 1945, 1419, 2006]
jump-line: FROM PAGE 16 bbox=[714, 1463, 938, 1473]
story-paragraph: The minimum wage was chronologically fixed at Tk 5,300 in 2013, up from Tk 3,000 in 2010, Tk 1,662.5 in 2006, Tk 940 in 1994 and Tk 627 in 1985. bbox=[477, 1095, 700, 1156]
story-paragraph: A team from the National Institute of Anthropology and History also found two sacrificial altars, which would have been used as part of ceremonies in which priests skinned their victims before covering themselves in it as a sign of regeneration. bbox=[714, 987, 938, 1079]
story-paragraph: In Natore, members of a rival faction chopped and cut off a leg of an AL man at Bamihal area of Singra upazila around noon. bbox=[479, 2255, 703, 2317]
story-paragraph: The JP chairman in a statement announced that his party would be the main opposition in parliament with no representation in the new cabinet. bbox=[240, 883, 463, 944]
